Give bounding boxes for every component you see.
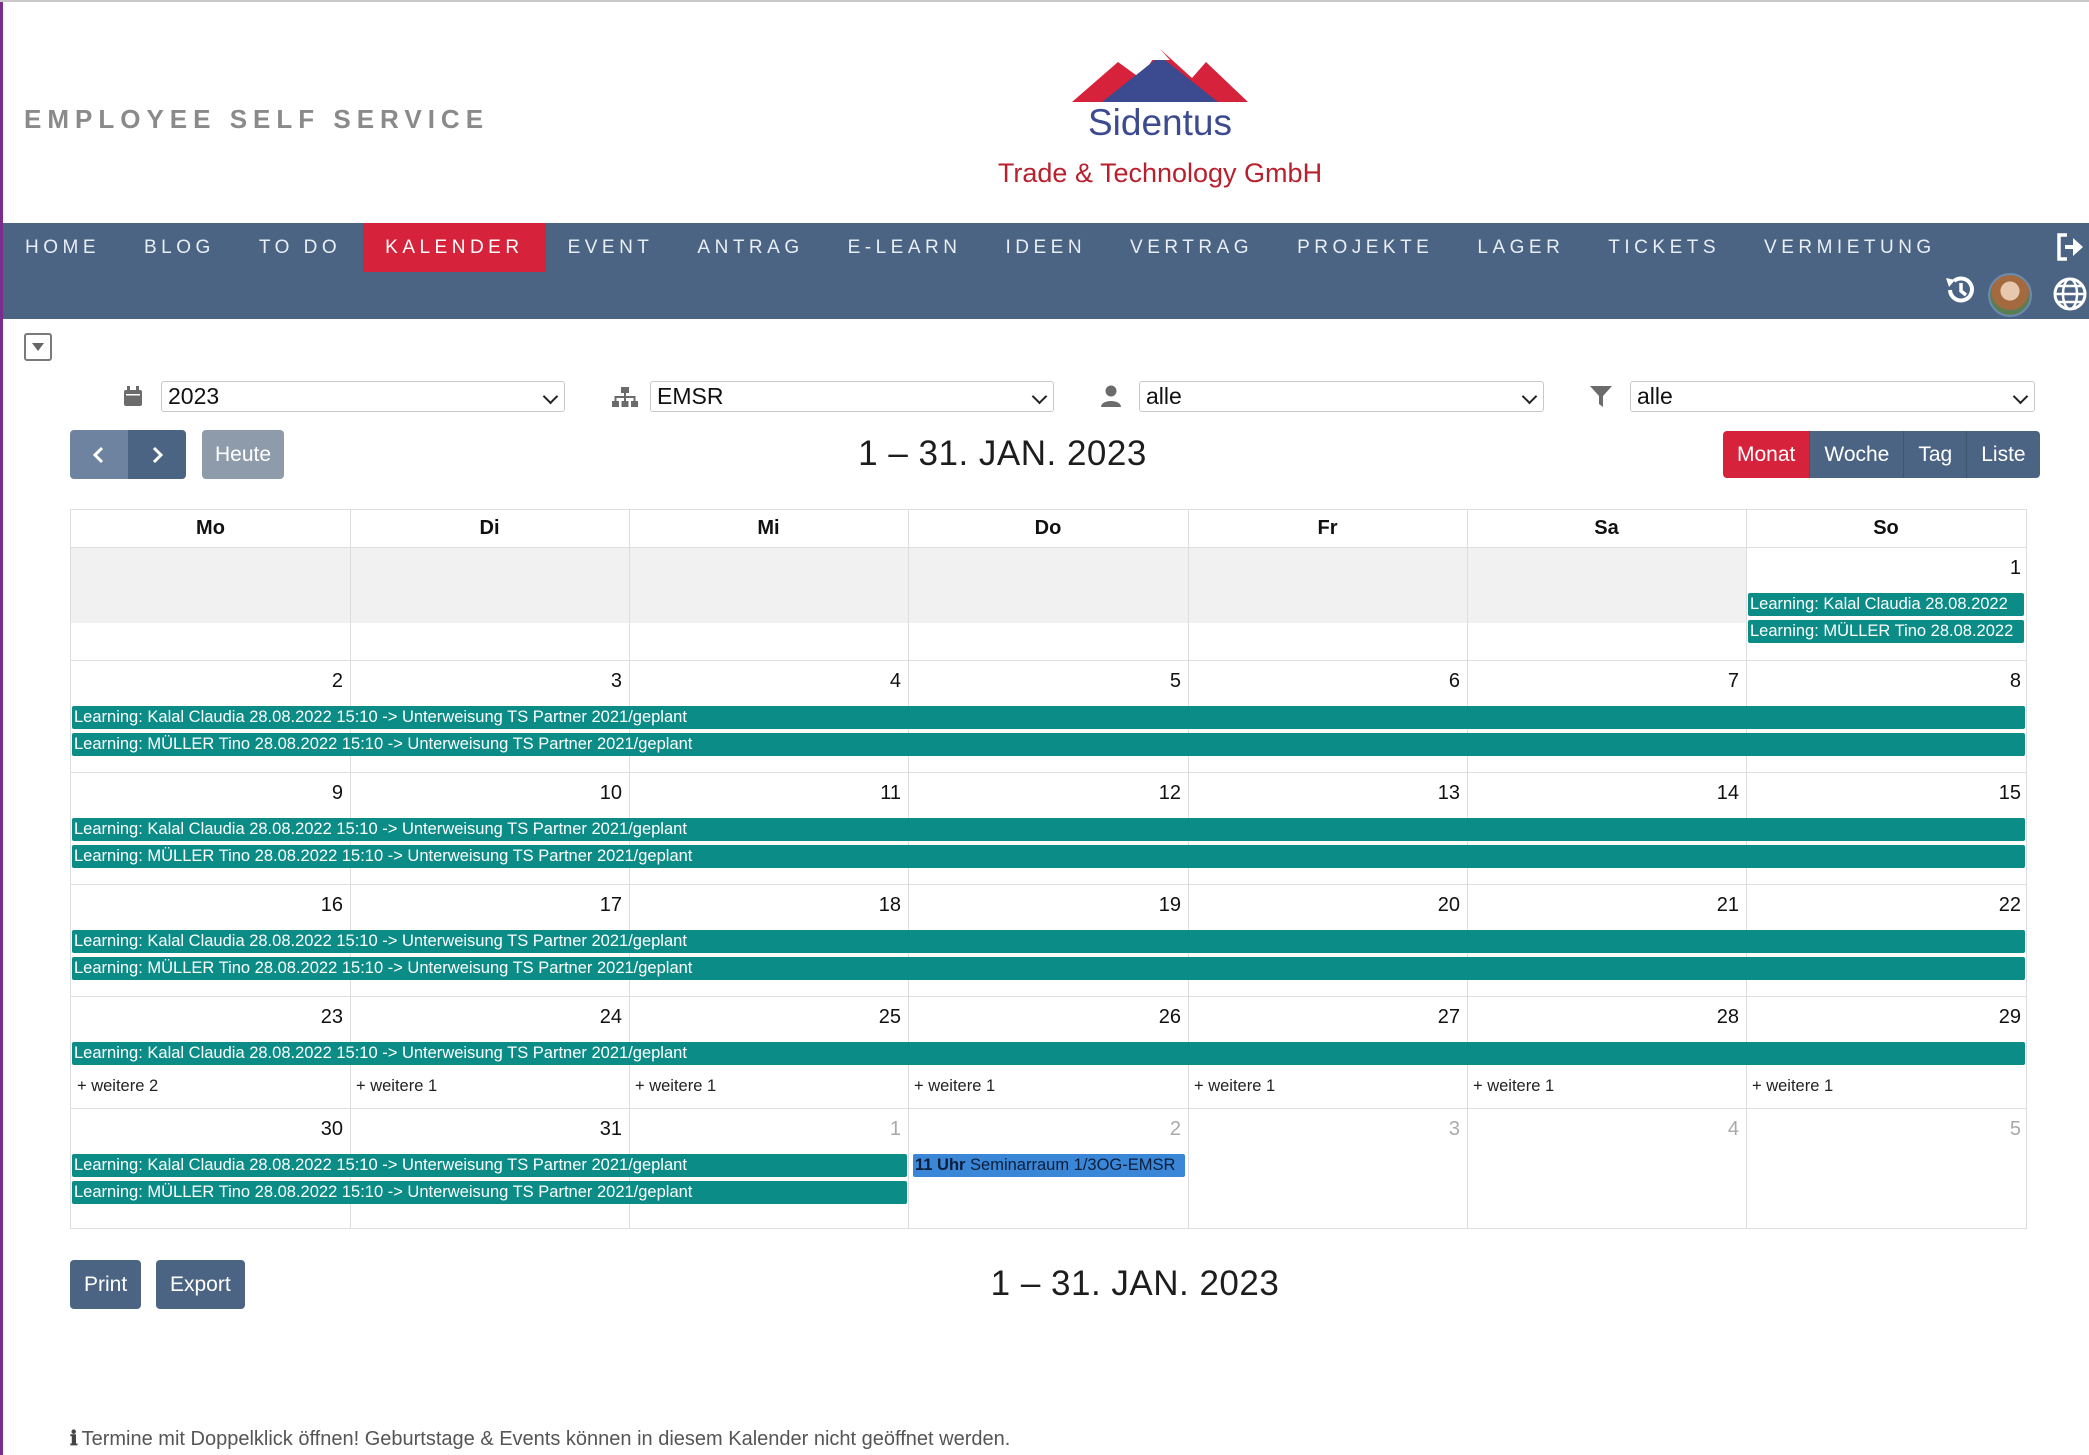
- day-number[interactable]: 17: [599, 894, 622, 916]
- month-calendar: [70, 509, 2027, 1229]
- day-number[interactable]: 9: [331, 782, 343, 804]
- calendar-title-bottom: 1 – 31. JAN. 2023: [990, 1264, 1280, 1303]
- weekday-header: Do: [1034, 517, 1062, 539]
- nav-item-elearn[interactable]: E-LEARN: [847, 237, 962, 258]
- view-switcher: [1723, 431, 2040, 478]
- day-number[interactable]: 7: [1727, 670, 1739, 692]
- day-number[interactable]: 1: [889, 1118, 901, 1140]
- day-number[interactable]: 27: [1437, 1006, 1460, 1028]
- nav-item-projekte[interactable]: PROJEKTE: [1297, 237, 1434, 258]
- prev-month-cells: [71, 548, 1747, 623]
- info-note: [70, 1426, 1010, 1451]
- event-time: 11 Uhr: [915, 1156, 966, 1174]
- grid-line: [350, 510, 351, 1228]
- person-select[interactable]: [1139, 381, 1544, 412]
- company-logo: [985, 46, 1335, 196]
- day-number[interactable]: 8: [2009, 670, 2021, 692]
- grid-line: [71, 1108, 2026, 1109]
- event-kalal[interactable]: Learning: Kalal Claudia 28.08.2022 15:10 -> Unterweisung TS Partner 2021/geplant: [72, 706, 2025, 729]
- prev-next-group: [70, 430, 186, 479]
- nav-item-vertrag[interactable]: VERTRAG: [1130, 237, 1254, 258]
- day-number[interactable]: 3: [610, 670, 622, 692]
- day-number[interactable]: 31: [599, 1118, 622, 1140]
- main-navigation: [3, 223, 2089, 319]
- calendar-icon: [124, 386, 142, 411]
- chevron-down-icon: [2013, 389, 2029, 405]
- year-select-value: 2023: [168, 383, 220, 409]
- nav-item-event[interactable]: EVENT: [567, 237, 654, 258]
- year-select[interactable]: [161, 381, 565, 412]
- avatar[interactable]: [1988, 273, 2032, 317]
- nav-item-ideen[interactable]: IDEEN: [1005, 237, 1087, 258]
- event-mueller[interactable]: Learning: MÜLLER Tino 28.08.2022: [1748, 620, 2024, 643]
- grid-line: [71, 772, 2026, 773]
- day-number[interactable]: 14: [1716, 782, 1739, 804]
- day-number[interactable]: 18: [878, 894, 901, 916]
- day-number[interactable]: 30: [320, 1118, 343, 1140]
- user-icon: [1101, 385, 1121, 412]
- grid-line: [908, 510, 909, 1228]
- event-kalal[interactable]: Learning: Kalal Claudia 28.08.2022 15:10 -> Unterweisung TS Partner 2021/geplant: [72, 818, 2025, 841]
- globe-icon[interactable]: [2052, 276, 2088, 317]
- window-top-border: [0, 0, 2089, 2]
- view-week-button[interactable]: Woche: [1809, 431, 1903, 478]
- weekday-header: Mo: [196, 517, 225, 539]
- more-events-link[interactable]: + weitere 2: [77, 1077, 159, 1095]
- logout-icon[interactable]: [2055, 233, 2087, 266]
- day-number[interactable]: 2: [331, 670, 343, 692]
- chevron-right-icon: [149, 445, 165, 465]
- day-number[interactable]: 5: [2009, 1118, 2021, 1140]
- history-icon[interactable]: [1942, 272, 1978, 313]
- more-events-link[interactable]: + weitere 1: [1473, 1077, 1555, 1095]
- nav-item-lager[interactable]: LAGER: [1477, 237, 1565, 258]
- event-kalal[interactable]: Learning: Kalal Claudia 28.08.2022 15:10 -> Unterweisung TS Partner 2021/geplant: [72, 1154, 907, 1177]
- mountain-logo-icon: [1072, 46, 1248, 102]
- filter-select-value: alle: [1637, 383, 1673, 409]
- today-button[interactable]: Heute: [202, 430, 284, 479]
- more-events-link[interactable]: + weitere 1: [914, 1077, 996, 1095]
- event-title: Seminarraum 1/3OG-EMSR: [965, 1156, 1176, 1174]
- filter-select[interactable]: [1630, 381, 2035, 412]
- weekday-header: Fr: [1317, 517, 1338, 539]
- chevron-down-icon: [543, 389, 559, 405]
- org-chart-icon: [612, 387, 638, 412]
- day-number[interactable]: 22: [1998, 894, 2021, 916]
- nav-item-blog[interactable]: BLOG: [144, 237, 215, 258]
- event-mueller[interactable]: Learning: MÜLLER Tino 28.08.2022 15:10 -> Unterweisung TS Partner 2021/geplant: [72, 957, 2025, 980]
- grid-line: [1467, 510, 1468, 1228]
- day-number[interactable]: 23: [320, 1006, 343, 1028]
- day-number[interactable]: 28: [1716, 1006, 1739, 1028]
- weekday-header: Di: [479, 517, 500, 539]
- day-number[interactable]: 1: [2009, 557, 2021, 579]
- event-mueller[interactable]: Learning: MÜLLER Tino 28.08.2022 15:10 -> Unterweisung TS Partner 2021/geplant: [72, 845, 2025, 868]
- day-number[interactable]: 25: [878, 1006, 901, 1028]
- day-number[interactable]: 5: [1169, 670, 1181, 692]
- grid-line: [71, 547, 2026, 548]
- day-number[interactable]: 6: [1448, 670, 1460, 692]
- view-month-button[interactable]: Monat: [1723, 431, 1809, 478]
- export-button[interactable]: Export: [156, 1260, 245, 1309]
- more-events-link[interactable]: + weitere 1: [635, 1077, 717, 1095]
- collapse-toggle-button[interactable]: [24, 333, 52, 361]
- day-number[interactable]: 21: [1716, 894, 1739, 916]
- day-number[interactable]: 20: [1437, 894, 1460, 916]
- chevron-left-icon: [91, 445, 107, 465]
- event-kalal[interactable]: Learning: Kalal Claudia 28.08.2022: [1748, 593, 2024, 616]
- nav-item-vermietung[interactable]: VERMIETUNG: [1764, 237, 1936, 258]
- funnel-icon: [1590, 386, 1612, 413]
- day-number[interactable]: 13: [1437, 782, 1460, 804]
- chevron-down-icon: [1032, 389, 1048, 405]
- event-seminarraum[interactable]: [913, 1154, 1185, 1177]
- day-number[interactable]: 19: [1158, 894, 1181, 916]
- grid-line: [71, 884, 2026, 885]
- day-number[interactable]: 2: [1169, 1118, 1181, 1140]
- grid-line: [629, 510, 630, 1228]
- logo-subtitle: Trade & Technology GmbH: [997, 158, 1323, 188]
- day-number[interactable]: 4: [889, 670, 901, 692]
- event-kalal[interactable]: Learning: Kalal Claudia 28.08.2022 15:10 -> Unterweisung TS Partner 2021/geplant: [72, 1042, 2025, 1065]
- day-number[interactable]: 12: [1158, 782, 1181, 804]
- nav-item-kalender[interactable]: KALENDER: [363, 223, 545, 272]
- grid-line: [1746, 510, 1747, 1228]
- info-note-text: Termine mit Doppelklick öffnen! Geburtstage & Events können in diesem Kalender nicht geöffnet werden.: [81, 1428, 1011, 1450]
- person-select-value: alle: [1146, 383, 1182, 409]
- nav-item-tickets[interactable]: TICKETS: [1608, 237, 1721, 258]
- chevron-down-icon: [1522, 389, 1538, 405]
- more-events-link[interactable]: + weitere 1: [1752, 1077, 1834, 1095]
- view-list-button[interactable]: Liste: [1966, 431, 2039, 478]
- day-number[interactable]: 16: [320, 894, 343, 916]
- event-mueller[interactable]: Learning: MÜLLER Tino 28.08.2022 15:10 -> Unterweisung TS Partner 2021/geplant: [72, 733, 2025, 756]
- view-day-button[interactable]: Tag: [1903, 431, 1966, 478]
- day-number[interactable]: 24: [599, 1006, 622, 1028]
- event-mueller[interactable]: Learning: MÜLLER Tino 28.08.2022 15:10 -> Unterweisung TS Partner 2021/geplant: [72, 1181, 907, 1204]
- print-button[interactable]: Print: [70, 1260, 141, 1309]
- day-number[interactable]: 15: [1998, 782, 2021, 804]
- nav-items: [3, 223, 1958, 272]
- nav-item-todo[interactable]: TO DO: [258, 237, 342, 258]
- day-number[interactable]: 26: [1158, 1006, 1181, 1028]
- event-kalal[interactable]: Learning: Kalal Claudia 28.08.2022 15:10 -> Unterweisung TS Partner 2021/geplant: [72, 930, 2025, 953]
- department-select[interactable]: [650, 381, 1054, 412]
- day-number[interactable]: 11: [880, 782, 901, 804]
- grid-line: [71, 660, 2026, 661]
- weekday-header: Sa: [1594, 517, 1619, 539]
- weekday-header: So: [1873, 517, 1899, 539]
- nav-item-home[interactable]: HOME: [25, 237, 100, 258]
- app-title: EMPLOYEE SELF SERVICE: [24, 104, 490, 134]
- prev-month-button[interactable]: [70, 430, 128, 479]
- calendar-title: 1 – 31. JAN. 2023: [858, 434, 1147, 473]
- day-number[interactable]: 10: [599, 782, 622, 804]
- grid-line: [1188, 510, 1189, 1228]
- more-events-link[interactable]: + weitere 1: [356, 1077, 438, 1095]
- day-number[interactable]: 29: [1998, 1006, 2021, 1028]
- info-icon: ℹ: [70, 1428, 78, 1450]
- department-select-value: EMSR: [657, 383, 724, 409]
- day-number[interactable]: 4: [1727, 1118, 1739, 1140]
- day-number[interactable]: 3: [1448, 1118, 1460, 1140]
- weekday-header: Mi: [757, 517, 780, 539]
- logo-name: Sidentus: [1088, 102, 1232, 143]
- window-border: [0, 0, 3, 1455]
- grid-line: [71, 996, 2026, 997]
- more-events-link[interactable]: + weitere 1: [1194, 1077, 1276, 1095]
- nav-item-antrag[interactable]: ANTRAG: [697, 237, 804, 258]
- next-month-button[interactable]: [128, 430, 186, 479]
